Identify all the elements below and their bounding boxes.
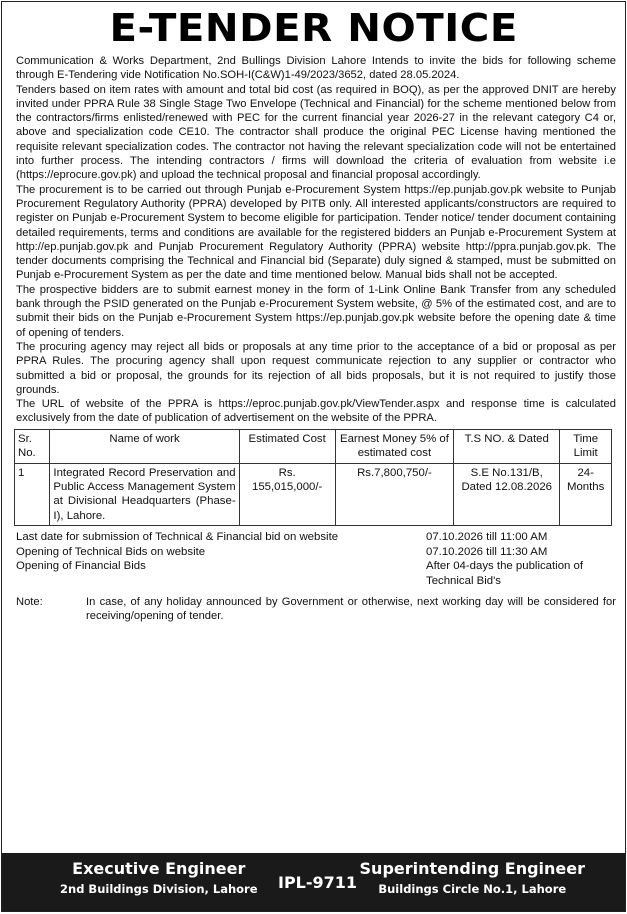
schedule-label: Opening of Financial Bids — [16, 560, 146, 573]
paragraph-earnest-money: The prospective bidders are to submit earnest money in the form of 1-Link Online Bank Transfer from any scheduled bank through the PSID generated on the Punjab e-Procurement System website, @ 5% of the estimated cost, and are to submit their bids on the Punjab e-Procurement System https://ep.punjab.gov.pk website before the opening date & time of opening of tenders. — [16, 283, 616, 339]
schedule-value: 07.10.2026 till 11:30 AM — [426, 545, 548, 558]
superintending-engineer-title: Superintending Engineer — [359, 859, 585, 878]
tender-table — [14, 429, 612, 526]
table-row — [15, 463, 612, 526]
schedule-label: Last date for submission of Technical & Financial bid on website — [16, 531, 339, 544]
paragraph-ppra-url: The URL of website of the PPRA is https://eproc.punjab.gov.pk/ViewTender.aspx and response time is calculated exclusively from the date of publication of advertisement on the website of the PPRA. — [16, 398, 616, 425]
schedule-value: 07.10.2026 till 11:00 AM — [426, 531, 548, 544]
header-estimated-cost: Estimated Cost — [239, 429, 335, 463]
table-header-row — [15, 429, 612, 463]
schedule-label: Opening of Technical Bids on website — [16, 545, 206, 558]
note-block — [16, 595, 616, 624]
executive-engineer-office: 2nd Buildings Division, Lahore — [60, 882, 258, 896]
cell-cost: Rs. 155,015,000/- — [239, 463, 335, 526]
cell-sr: 1 — [15, 463, 50, 526]
note-text: In case, of any holiday announced by Government or otherwise, next working day will be considered for receiving/opening of tender. — [86, 595, 616, 623]
cell-work: Integrated Record Preservation and Public Access Management System at Divisional Headquarters (Phase-I), Lahore. — [50, 463, 239, 526]
title-bar — [2, 2, 625, 54]
note-label: Note: — [16, 595, 43, 608]
footer-right — [360, 858, 585, 898]
schedule-value: After 04-days the publication of Technical Bid's — [426, 560, 584, 587]
header-ts-no: T.S NO. & Dated — [454, 429, 560, 463]
paragraph-eligibility: Tenders based on item rates with amount and total bid cost (as required in BOQ), as per the approved DNIT are hereby invited under PPRA Rule 38 Single Stage Two Envelope (Technical and Financial) for the scheme mentioned below from the contractors/firms enlisted/renewed with PEC for the current financial year 2026-27 in the relevant category C4 or, above and specialization code CE10. The contractor shall produce the original PEC License having mentioned the requisite relevant specialization codes. The contractor not having the relevant specialization code will not be entertained into further process. The intending contractors / firms will download the criteria of evaluation from website i.e (https://eprocure.gov.pk) and upload the technical proposal and financial proposal accordingly. — [16, 83, 616, 182]
executive-engineer-title: Executive Engineer — [72, 859, 246, 878]
page-title: E-TENDER NOTICE — [109, 6, 518, 50]
paragraph-rejection: The procuring agency may reject all bids or proposals at any time prior to the acceptance of a bid or proposal as per PPRA Rules. The procuring agency shall upon request communicate rejection to any supplier or contractor who submitted a bid or proposal, the grounds for its rejection of all bids proposals, but it is not required to justify those grounds. — [16, 340, 616, 396]
header-earnest-money: Earnest Money 5% of estimated cost — [335, 429, 453, 463]
footer-left — [60, 858, 258, 898]
footer-bar — [2, 853, 625, 911]
header-time-limit: Time Limit — [560, 429, 612, 463]
paragraph-procurement: The procurement is to be carried out through Punjab e-Procurement System https://ep.punjab.gov.pk website to Punjab Procurement Regulatory Authority (PPRA) developed by PITB only. All interested applicants/constructors are required to register on Punjab e-Procurement System to become eligible for participation. Tender notice/ tender document containing detailed requirements, terms and conditions are available for the registered bidders an Punjab e-Procurement System at http://ep.punjab.gov.pk and Punjab Procurement Regulatory Authority (PPRA) website http://ppra.punjab.gov.pk. The tender documents comprising the Technical and Financial bid (Separate) duly signed & stamped, must be submitted on Punjab e-Procurement System as per the date and time mentioned below. Manual bids shall not be accepted. — [16, 183, 616, 282]
schedule-row — [16, 559, 616, 588]
paragraph-intro: Communication & Works Department, 2nd Bullings Division Lahore Intends to invite the bids for following scheme through E-Tendering vide Notification No.SOH-I(C&W)1-49/2023/3652, dated 28.05.2024. — [16, 55, 616, 82]
header-sr-no: Sr. No. — [15, 429, 50, 463]
schedule-row — [16, 530, 616, 545]
tender-notice-page — [1, 1, 626, 912]
cell-time-limit: 24-Months — [560, 463, 612, 526]
schedule-row — [16, 545, 616, 560]
cell-earnest-money: Rs.7,800,750/- — [335, 463, 453, 526]
superintending-engineer-office: Buildings Circle No.1, Lahore — [378, 882, 567, 896]
schedule-list — [16, 530, 616, 588]
cell-ts-no: S.E No.131/B, Dated 12.08.2026 — [454, 463, 560, 526]
header-name-of-work: Name of work — [50, 429, 239, 463]
ipl-code: IPL-9711 — [278, 873, 358, 892]
notice-body — [2, 54, 625, 426]
